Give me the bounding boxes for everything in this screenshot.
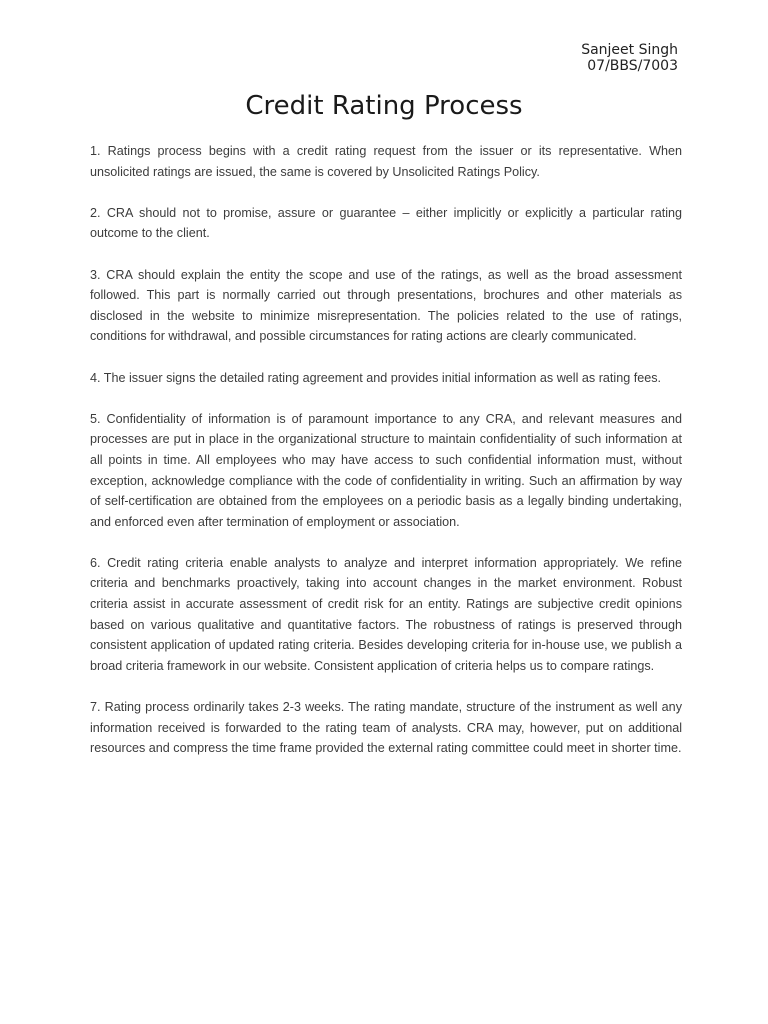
document-body	[90, 141, 682, 779]
paragraph-3: 3. CRA should explain the entity the scope and use of the ratings, as well as the broad assessment followed. This part is normally carried out through presentations, brochures and other materials as disclosed in the website to minimize misrepresentation. The policies related to the use of ratings, conditions for withdrawal, and possible circumstances for rating actions are clearly communicated.	[90, 267, 682, 344]
paragraph-1: 1. Ratings process begins with a credit rating request from the issuer or its representative. When unsolicited ratings are issued, the same is covered by Unsolicited Ratings Policy.	[90, 144, 682, 179]
paragraph-5: 5. Confidentiality of information is of paramount importance to any CRA, and relevant measures and processes are put in place in the organizational structure to maintain confidentiality of such information at all points in time. All employees who may have access to such confidential information must, without exception, acknowledge compliance with the code of confidentiality in writing. Such an affirmation by way of self-certification are obtained from the employees on a periodic basis as a legally binding undertaking, and enforced even after termination of employment or association.	[90, 411, 682, 529]
author-id: 07/BBS/7003	[587, 58, 678, 74]
author-name: Sanjeet Singh	[581, 42, 678, 58]
author-block	[581, 42, 678, 74]
paragraph-4: 4. The issuer signs the detailed rating agreement and provides initial information as well as rating fees.	[90, 370, 661, 385]
document-title: Credit Rating Process	[245, 91, 523, 121]
paragraph-7: 7. Rating process ordinarily takes 2-3 weeks. The rating mandate, structure of the instrument as well any information received is forwarded to the rating team of analysts. CRA may, however, put on additional resources and compress the time frame provided the external rating committee could meet in shorter time.	[90, 700, 682, 756]
paragraph-2: 2. CRA should not to promise, assure or guarantee – either implicitly or explicitly a particular rating outcome to the client.	[90, 205, 682, 241]
paragraph-6: 6. Credit rating criteria enable analysts to analyze and interpret information appropriately. We refine criteria and benchmarks proactively, taking into account changes in the market environment. Robust criteria assist in accurate assessment of credit risk for an entity. Ratings are subjective credit opinions based on various qualitative and quantitative factors. The robustness of ratings is preserved through consistent application of updated rating criteria. Besides developing criteria for in-house use, we publish a broad criteria framework in our website. Consistent application of criteria helps us to compare ratings.	[90, 555, 682, 673]
